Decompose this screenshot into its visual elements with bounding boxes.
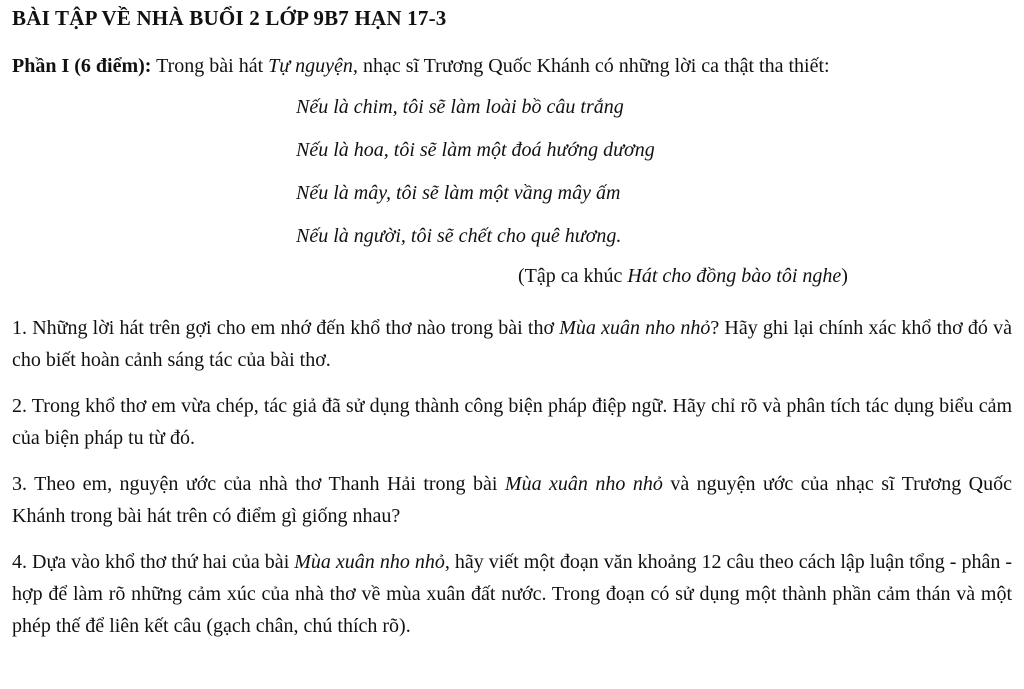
poem-title: Mùa xuân nho nhỏ [504,473,663,495]
question-item [12,390,1012,454]
source-suffix: ) [841,265,848,287]
source-prefix: (Tập ca khúc [518,265,628,287]
poem-title: Mùa xuân nho nhỏ [294,551,445,573]
question-item [12,546,1012,642]
question-text: 3. Theo em, nguyện ước của nhà thơ Thanh Hải trong bài [12,473,505,495]
poem-source [518,265,848,288]
question-item [12,312,1012,376]
page-title: BÀI TẬP VỀ NHÀ BUỔI 2 LỚP 9B7 HẠN 17-3 [12,6,447,30]
poem-line: Nếu là người, tôi sẽ chết cho quê hương. [296,225,622,247]
question-text: 1. Những lời hát trên gợi cho em nhớ đến khổ thơ nào trong bài thơ [12,317,560,339]
question-text: , hãy viết một đoạn văn khoảng 12 câu theo cách lập luận tổng - phân - hợp để làm rõ những cảm xúc của nhà thơ về mùa xuân đất nước. Trong đoạn có sử dụng một thành phần cảm thán và một phép thế để liên kết câu (gạch chân, chú thích rõ). [12,551,1012,637]
poem-line: Nếu là mây, tôi sẽ làm một vầng mây ấm [296,182,621,204]
song-title: Tự nguyện, [268,55,358,77]
poem-line: Nếu là chim, tôi sẽ làm loài bồ câu trắng [296,96,624,118]
question-text: ? Hãy ghi lại chính xác khổ thơ đó và cho biết hoàn cảnh sáng tác của bài thơ. [12,317,1012,371]
intro-text-2: nhạc sĩ Trương Quốc Khánh có những lời ca thật tha thiết: [357,55,830,77]
poem-title: Mùa xuân nho nhỏ [559,317,711,339]
intro-text-1: Trong bài hát [151,55,269,77]
source-collection: Hát cho đồng bào tôi nghe [627,265,842,287]
question-text: 2. Trong khổ thơ em vừa chép, tác giả đã sử dụng thành công biện pháp điệp ngữ. Hãy chỉ rõ và phân tích tác dụng biểu cảm của biện pháp tu từ đó. [12,395,1012,449]
poem-excerpt [296,91,655,263]
question-text: và nguyện ước của nhạc sĩ Trương Quốc Khánh trong bài hát trên có điểm gì giống nhau? [12,473,1013,527]
section-intro [12,55,1012,78]
question-list [12,312,1012,656]
poem-line: Nếu là hoa, tôi sẽ làm một đoá hướng dương [296,139,655,161]
section-label: Phần I (6 điểm): [12,55,152,77]
question-item [12,468,1012,532]
question-text: 4. Dựa vào khổ thơ thứ hai của bài [12,551,295,573]
